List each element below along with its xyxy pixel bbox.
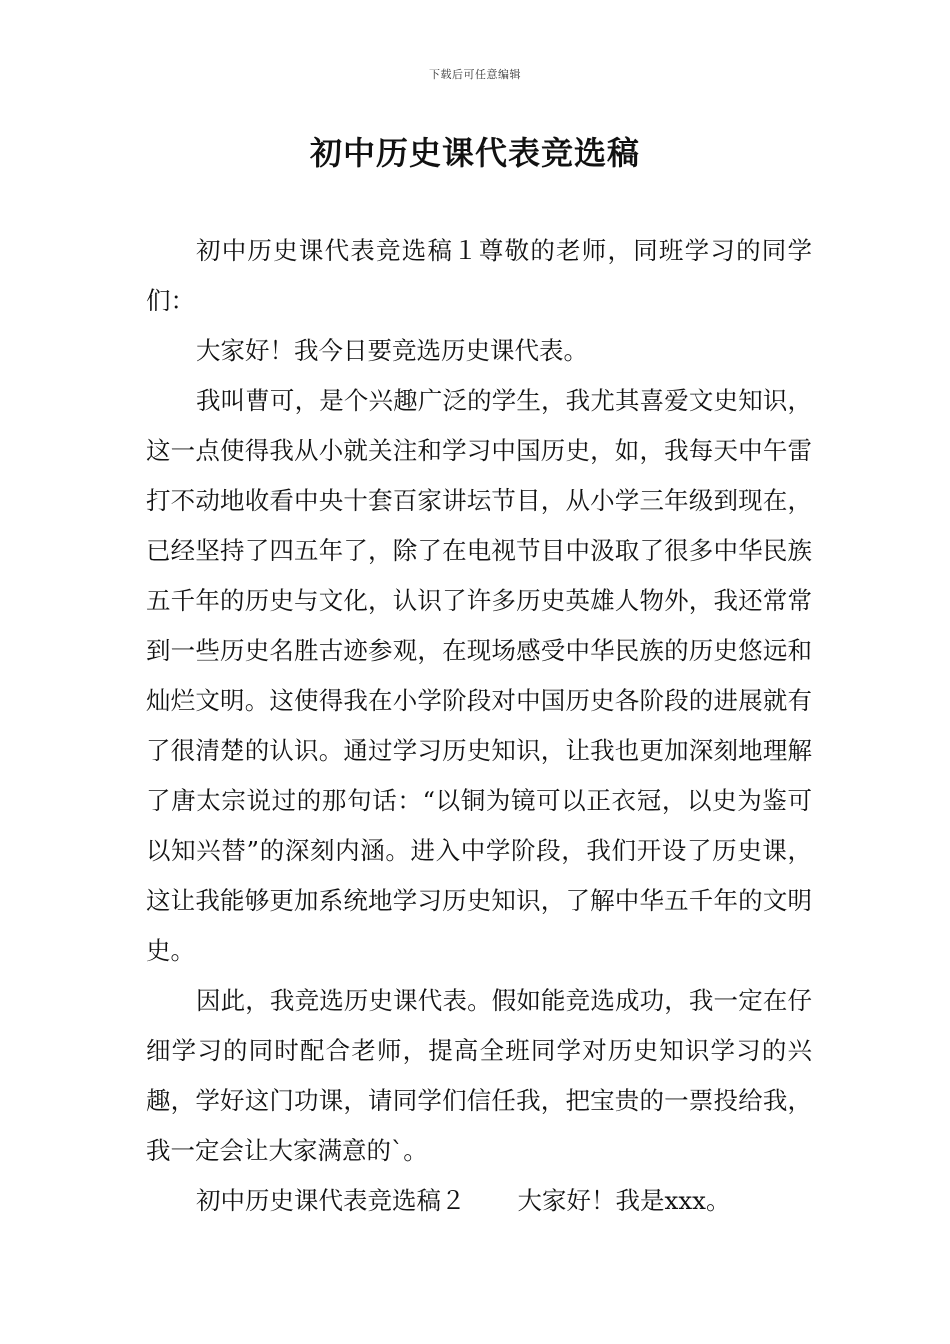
paragraph: 因此，我竞选历史课代表。假如能竞选成功，我一定在仔细学习的同时配合老师，提高全班同学对历史知识学习的兴趣，学好这门功课，请同学们信任我，把宝贵的一票投给我，我一定会让大家满意的`。 (146, 986, 812, 1165)
next-speech-heading: 初中历史课代表竞选稿２ (196, 1186, 466, 1215)
header-note: 下载后可任意编辑 (429, 68, 521, 81)
paragraph-last (146, 1176, 812, 1226)
paragraph: 大家好！我今日要竞选历史课代表。 (196, 336, 588, 365)
paragraph: 初中历史课代表竞选稿１尊敬的老师，同班学习的同学们： (146, 236, 812, 315)
paragraph: 我叫曹可，是个兴趣广泛的学生，我尤其喜爱文史知识，这一点使得我从小就关注和学习中国历史，如，我每天中午雷打不动地收看中央十套百家讲坛节目，从小学三年级到现在，已经坚持了四五年了，除了在电视节目中汲取了很多中华民族五千年的历史与文化，认识了许多历史英雄人物外，我还常常到一些历史名胜古迹参观，在现场感受中华民族的历史悠远和灿烂文明。这使得我在小学阶段对中国历史各阶段的进展就有了很清楚的认识。通过学习历史知识，让我也更加深刻地理解了唐太宗说过的那句话：“以铜为镜可以正衣冠，以史为鉴可以知兴替”的深刻内涵。进入中学阶段，我们开设了历史课，这让我能够更加系统地学习历史知识，了解中华五千年的文明史。 (146, 386, 812, 965)
next-speech-greeting: 大家好！我是xxx。 (517, 1186, 731, 1215)
document-title: 初中历史课代表竞选稿 (309, 134, 640, 172)
document-body (146, 226, 812, 1226)
